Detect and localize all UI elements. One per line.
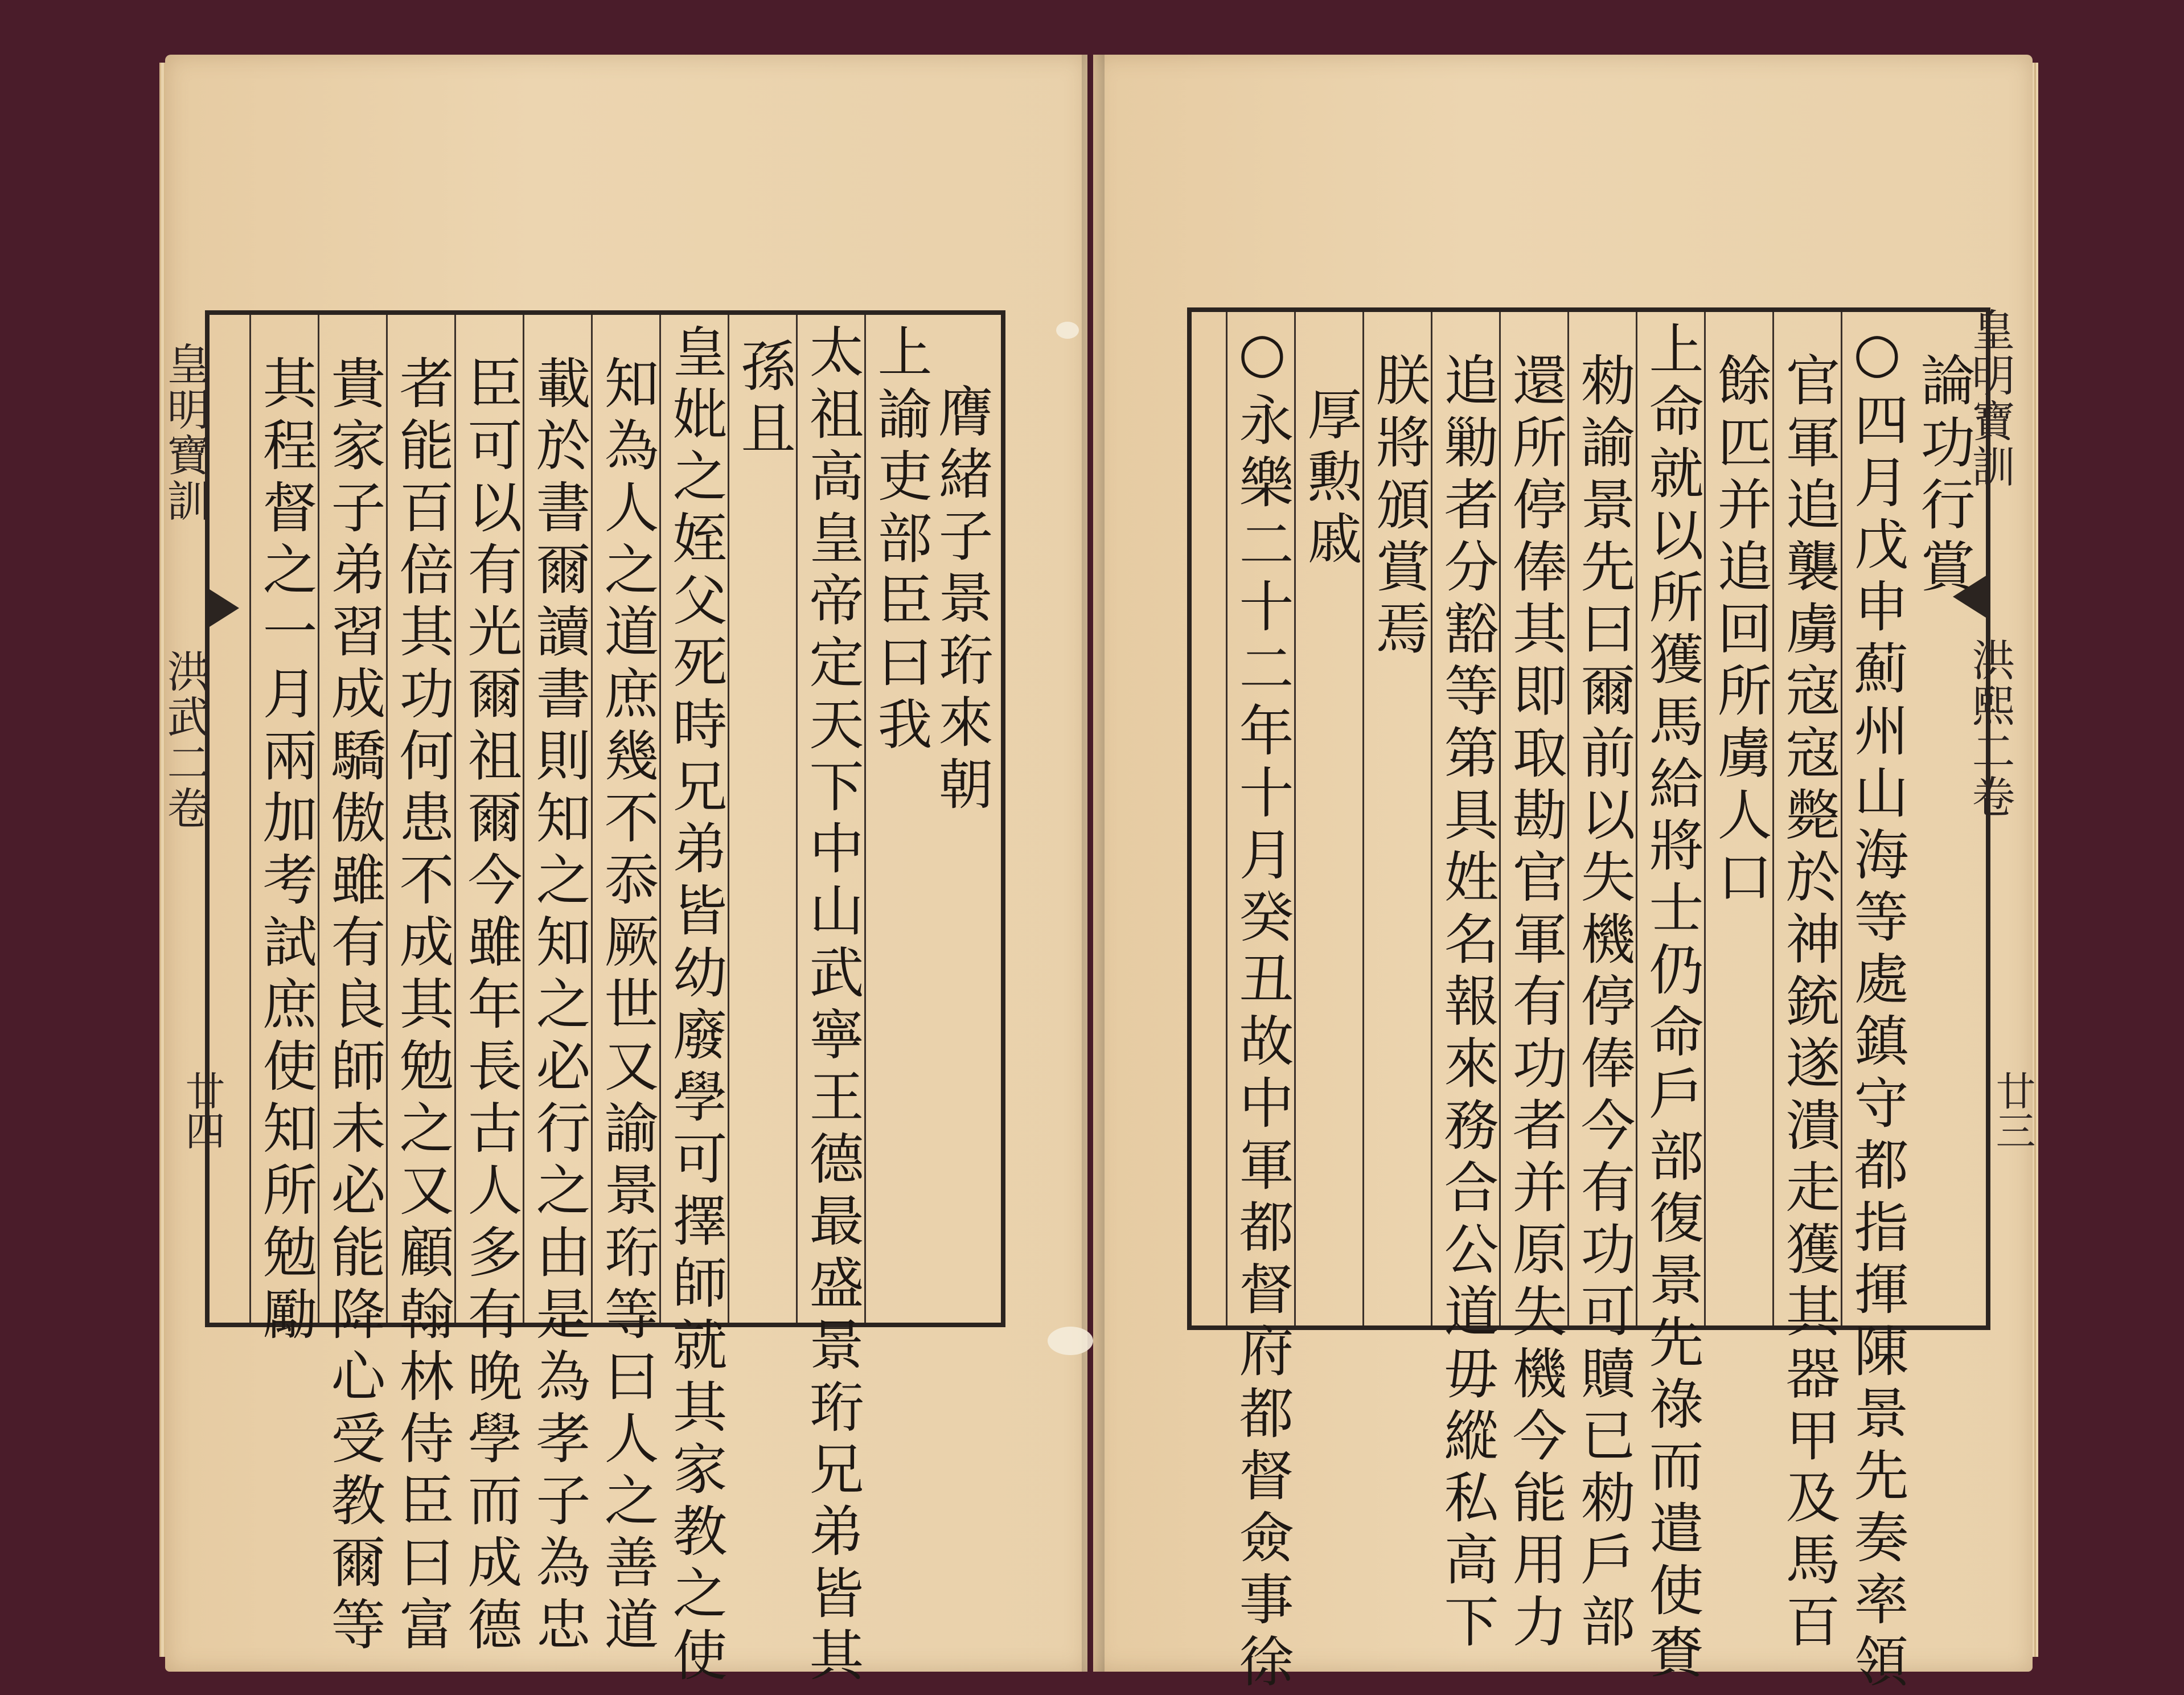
- right-col-8: 追勦者分豁等第具姓名報來務合公道毋縱私高下: [1435, 352, 1499, 1655]
- left-banxin-text: 皇明寶訓: [160, 342, 211, 524]
- right-col-11: ○永樂二十二年十月癸丑故中軍都督府都督僉事徐: [1230, 321, 1294, 1695]
- right-banxin-text: 皇明寶訓: [1965, 307, 2015, 490]
- right-col-2: ○四月戊申薊州山海等處鎮守都指揮陳景先奏率領: [1845, 321, 1909, 1695]
- right-fold-mark: [1953, 575, 1987, 618]
- right-col-4: 餘匹并追回所虜人口: [1709, 352, 1772, 910]
- left-col-8: 臣可以有光爾祖爾今雖年長古人多有晚學而成德: [459, 355, 523, 1658]
- left-col-6: 知為人之道庶幾不忝厥世又諭景珩等曰人之善道: [596, 355, 659, 1658]
- left-col-1: 膺緒子景珩來朝: [930, 383, 994, 818]
- right-col-1: 論功行賞: [1912, 352, 1976, 600]
- column-rule: [249, 315, 251, 1323]
- right-folio: 廿三: [1989, 1070, 2036, 1150]
- left-col-11: 其程督之一月兩加考試庶使知所勉勵: [254, 355, 318, 1348]
- left-col-4: 孫且: [732, 338, 796, 462]
- right-col-5: 上命就以所獲馬給將士仍命戶部復景先祿而遣使賚: [1640, 321, 1704, 1686]
- right-col-7: 還所停俸其即取勘官軍有功者并原失機今能用力: [1504, 352, 1567, 1655]
- left-col-2: 上諭吏部臣曰我: [869, 323, 933, 758]
- paper-wear-spot: [1056, 322, 1079, 339]
- book-gutter: [1082, 55, 1105, 1672]
- right-col-9: 朕將頒賞焉: [1367, 352, 1431, 662]
- right-banxin-volume-text: 洪熙二卷: [1965, 638, 2015, 820]
- left-folio: 廿四: [179, 1070, 225, 1150]
- left-col-9: 者能百倍其功何患不成其勉之又顧翰林侍臣曰富: [391, 355, 454, 1658]
- paper-wear-spot: [1048, 1327, 1093, 1355]
- right-col-6: 勑諭景先曰爾前以失機停俸今有功可贖已勑戶部: [1572, 352, 1636, 1655]
- left-banxin-volume-text: 洪武二卷: [160, 649, 211, 831]
- left-col-10: 貴家子弟習成驕傲雖有良師未必能降心受教爾等: [322, 355, 386, 1658]
- right-text-frame: [1187, 307, 1990, 1695]
- right-col-10: 厚勲戚: [1299, 386, 1362, 572]
- right-col-3: 官軍追襲虜寇寇斃於神銃遂潰走獲其器甲及馬百: [1777, 352, 1841, 1655]
- left-text-frame: [205, 310, 1005, 1689]
- left-col-5: 皇妣之姪父死時兄弟皆幼廢學可擇師就其家教之使: [664, 323, 728, 1689]
- column-rule: [1226, 312, 1228, 1325]
- left-col-7: 載於書爾讀書則知之知之必行之由是為孝子為忠: [527, 355, 591, 1658]
- left-col-3: 太祖高皇帝定天下中山武寧王德最盛景珩兄弟皆其: [800, 323, 864, 1689]
